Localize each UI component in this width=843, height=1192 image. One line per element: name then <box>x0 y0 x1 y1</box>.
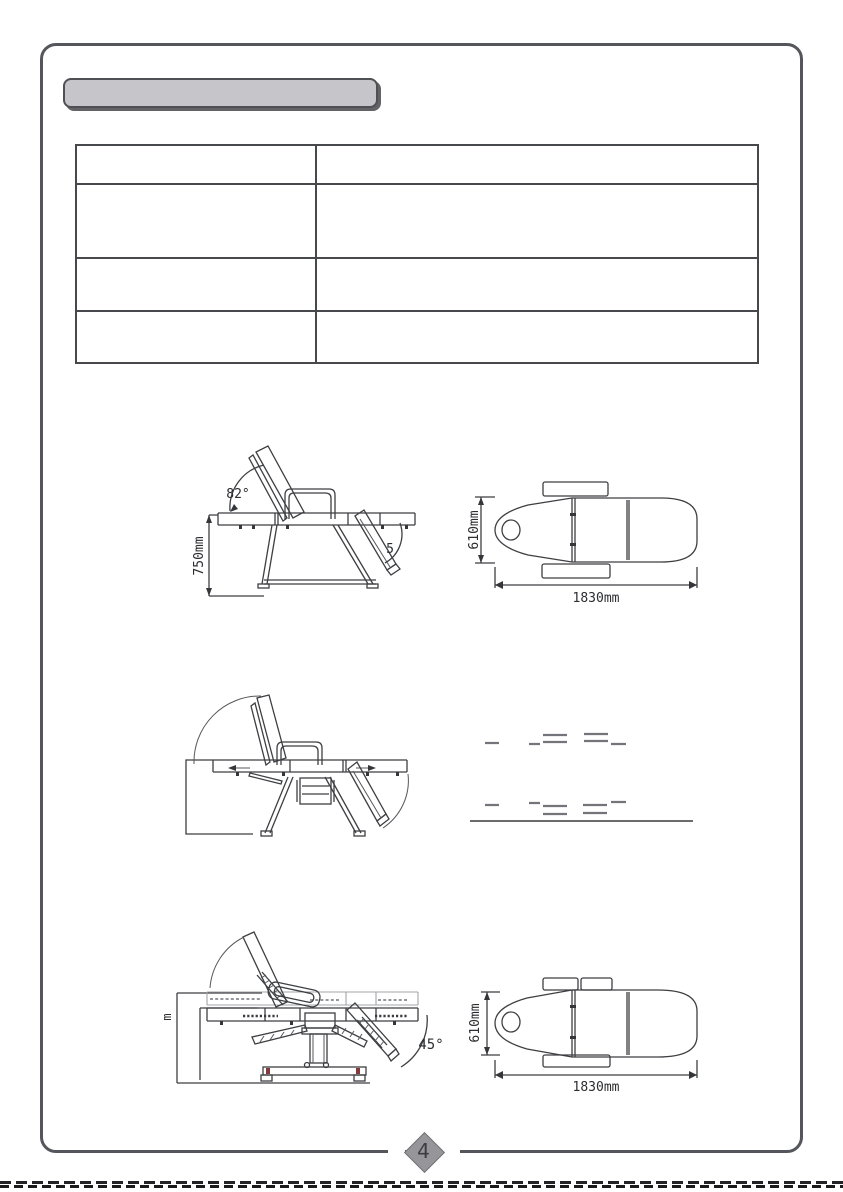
spec-value-cell <box>316 258 758 311</box>
dimension-length <box>495 1060 697 1095</box>
table-row <box>76 311 758 363</box>
scan-artifact-line-lower <box>0 1185 843 1188</box>
legrest-label: 5 <box>386 542 394 557</box>
dimension-legrest-angle <box>401 1015 444 1067</box>
spec-value-cell <box>316 311 758 363</box>
dimension-legrest <box>385 523 402 563</box>
figure-flat-profile <box>455 725 725 835</box>
armrest-top <box>543 482 608 496</box>
height-dimension-label: m <box>160 1013 174 1021</box>
spec-table <box>75 144 759 364</box>
armrest-top-left <box>543 978 578 990</box>
legrest-section <box>347 1003 399 1061</box>
scan-artifact-line-upper <box>0 1181 843 1184</box>
table-row <box>76 145 758 184</box>
hydraulic-pedestal <box>261 1013 366 1081</box>
backrest-section <box>194 695 286 765</box>
length-dimension-label: 1830mm <box>572 591 620 606</box>
backrest-motion-arc <box>210 937 244 988</box>
base-plate <box>263 1067 366 1075</box>
tabletop-outline <box>207 1008 418 1025</box>
dimension-width <box>467 497 495 563</box>
dimension-length <box>495 567 697 606</box>
figure-side-view-hydraulic <box>150 925 460 1100</box>
armrest-outline <box>285 489 335 519</box>
backrest-section <box>249 446 304 521</box>
height-dimension-label: 750mm <box>192 536 207 576</box>
spec-label-cell <box>76 184 316 258</box>
legrest-angle-label: 45° <box>418 1037 444 1053</box>
legs-frame <box>258 525 378 588</box>
flat-profile-lower <box>485 802 626 814</box>
backrest-angle-label: 82° <box>226 487 250 502</box>
spec-label-cell <box>76 145 316 184</box>
figure-top-view-lower <box>460 960 715 1100</box>
width-dimension-label: 610mm <box>467 510 482 550</box>
armrest-bottom <box>542 564 610 578</box>
width-dimension-label: 610mm <box>468 1003 483 1043</box>
motion-range-outline <box>186 760 253 834</box>
spec-label-cell <box>76 258 316 311</box>
spec-value-cell <box>316 184 758 258</box>
section-title-bar <box>63 78 378 108</box>
dimension-height <box>160 993 370 1083</box>
bed-top-outline <box>495 990 697 1057</box>
spec-label-cell <box>76 311 316 363</box>
flat-profile-upper <box>485 734 626 744</box>
tabletop-outline <box>218 513 415 529</box>
length-dimension-label: 1830mm <box>572 1080 620 1095</box>
table-row <box>76 184 758 258</box>
armrest-top-right <box>581 978 612 990</box>
face-hole <box>502 520 520 540</box>
bed-top-outline <box>495 498 697 562</box>
armrest-outline <box>277 742 322 765</box>
page-number: 4 <box>417 1139 430 1163</box>
figure-side-view-reclined <box>170 685 450 845</box>
dimension-backrest-angle <box>226 465 264 512</box>
face-hole <box>502 1012 520 1032</box>
figure-top-view-upper <box>465 475 715 615</box>
tabletop-outline <box>213 760 407 784</box>
table-row <box>76 258 758 311</box>
figure-side-view-backrest <box>180 432 452 604</box>
spec-value-cell <box>316 145 758 184</box>
